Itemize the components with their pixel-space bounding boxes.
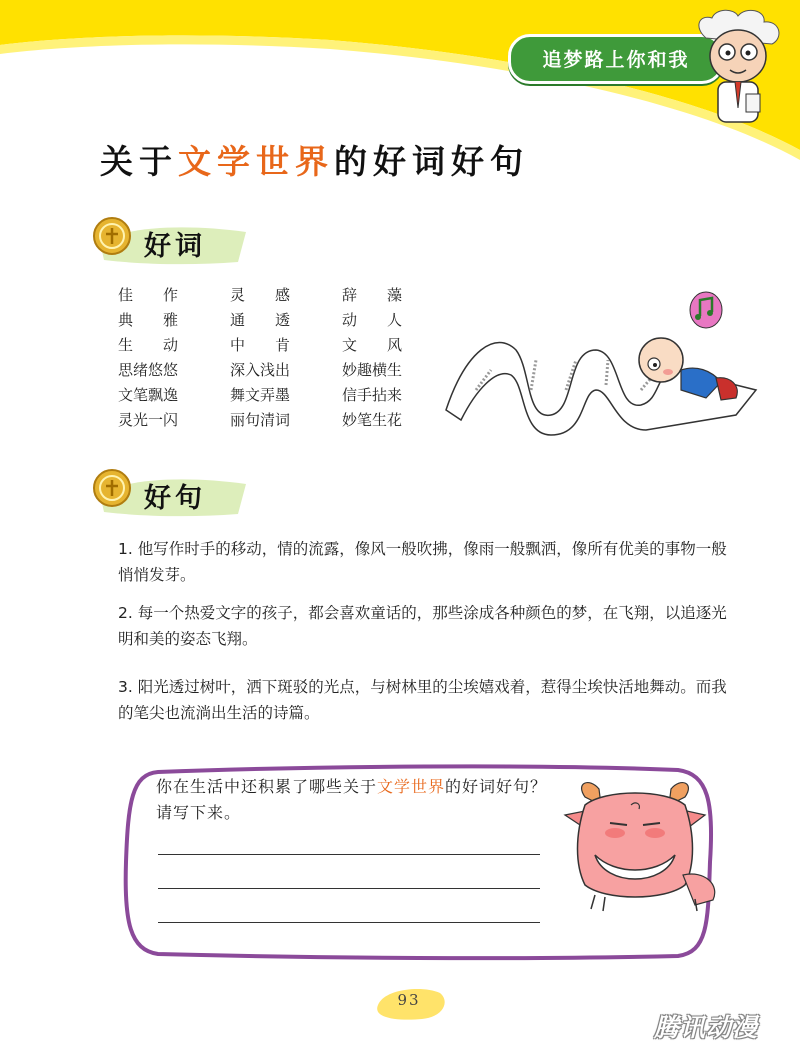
sentence-item: 3. 阳光透过树叶，洒下斑驳的光点，与树林里的尘埃嬉戏着，惹得尘埃快活地舞动。而我的笔尖也流淌出生活的诗篇。 xyxy=(118,678,727,722)
word-item: 妙笔生花 xyxy=(342,411,403,429)
word-item: 舞文弄墨 xyxy=(230,386,291,404)
word-item: 文笔飘逸 xyxy=(118,386,179,404)
word-row xyxy=(118,409,438,434)
word-row xyxy=(118,384,438,409)
title-prefix: 关于 xyxy=(100,142,178,181)
exercise-prompt xyxy=(156,774,551,826)
prompt-after: 的好词好句？请写下来。 xyxy=(156,777,548,822)
word-item: 深入浅出 xyxy=(230,361,291,379)
word-row xyxy=(118,334,438,359)
word-item: 动 人 xyxy=(342,311,403,329)
watermark xyxy=(654,1006,790,1040)
pink-bull-cartoon-illustration xyxy=(555,775,730,915)
title-accent: 文学世界 xyxy=(178,142,334,181)
word-row xyxy=(118,284,438,309)
word-item: 佳 作 xyxy=(118,286,179,304)
coin-icon xyxy=(92,468,132,508)
word-item: 生 动 xyxy=(118,336,179,354)
prompt-accent: 文学世界 xyxy=(377,777,446,796)
word-item: 通 透 xyxy=(230,311,291,329)
word-item: 中 肯 xyxy=(230,336,291,354)
answer-line[interactable] xyxy=(158,888,540,889)
professor-cartoon-illustration xyxy=(688,8,788,128)
page-number-badge xyxy=(370,983,448,1023)
words-section-label: 好词 xyxy=(144,231,206,262)
sentences-section-heading xyxy=(92,464,242,528)
word-item: 信手拈来 xyxy=(342,386,403,404)
prompt-before: 你在生活中还积累了哪些关于 xyxy=(156,777,378,796)
page-number: 93 xyxy=(397,991,421,1009)
word-row xyxy=(118,309,438,334)
title-suffix: 的好词好句 xyxy=(334,142,529,181)
word-item: 文 风 xyxy=(342,336,403,354)
watermark-text: 腾讯动漫 xyxy=(654,1013,759,1042)
sentence-item: 2. 每一个热爱文字的孩子，都会喜欢童话的，那些涂成各种颜色的梦，在飞翔，以追逐光明和美的姿态飞翔。 xyxy=(118,604,727,648)
answer-line[interactable] xyxy=(158,854,540,855)
word-item: 妙趣横生 xyxy=(342,361,403,379)
word-item: 辞 藻 xyxy=(342,286,403,304)
page-title xyxy=(100,136,529,183)
word-item: 灵光一闪 xyxy=(118,411,179,429)
coin-icon xyxy=(92,216,132,256)
answer-line[interactable] xyxy=(158,922,540,923)
word-list xyxy=(118,284,438,434)
word-row xyxy=(118,359,438,384)
sentences-section-label: 好句 xyxy=(144,483,206,514)
word-item: 思绪悠悠 xyxy=(118,361,179,379)
word-item: 灵 感 xyxy=(230,286,291,304)
word-item: 丽句清词 xyxy=(230,411,291,429)
sentence-item: 1. 他写作时手的移动，情的流露，像风一般吹拂，像雨一般飘洒，像所有优美的事物一般悄悄发芽。 xyxy=(118,540,727,584)
word-item: 典 雅 xyxy=(118,311,179,329)
series-title: 追梦路上你和我 xyxy=(542,49,690,71)
words-section-heading xyxy=(92,212,242,276)
boy-writing-scroll-illustration xyxy=(436,290,766,440)
